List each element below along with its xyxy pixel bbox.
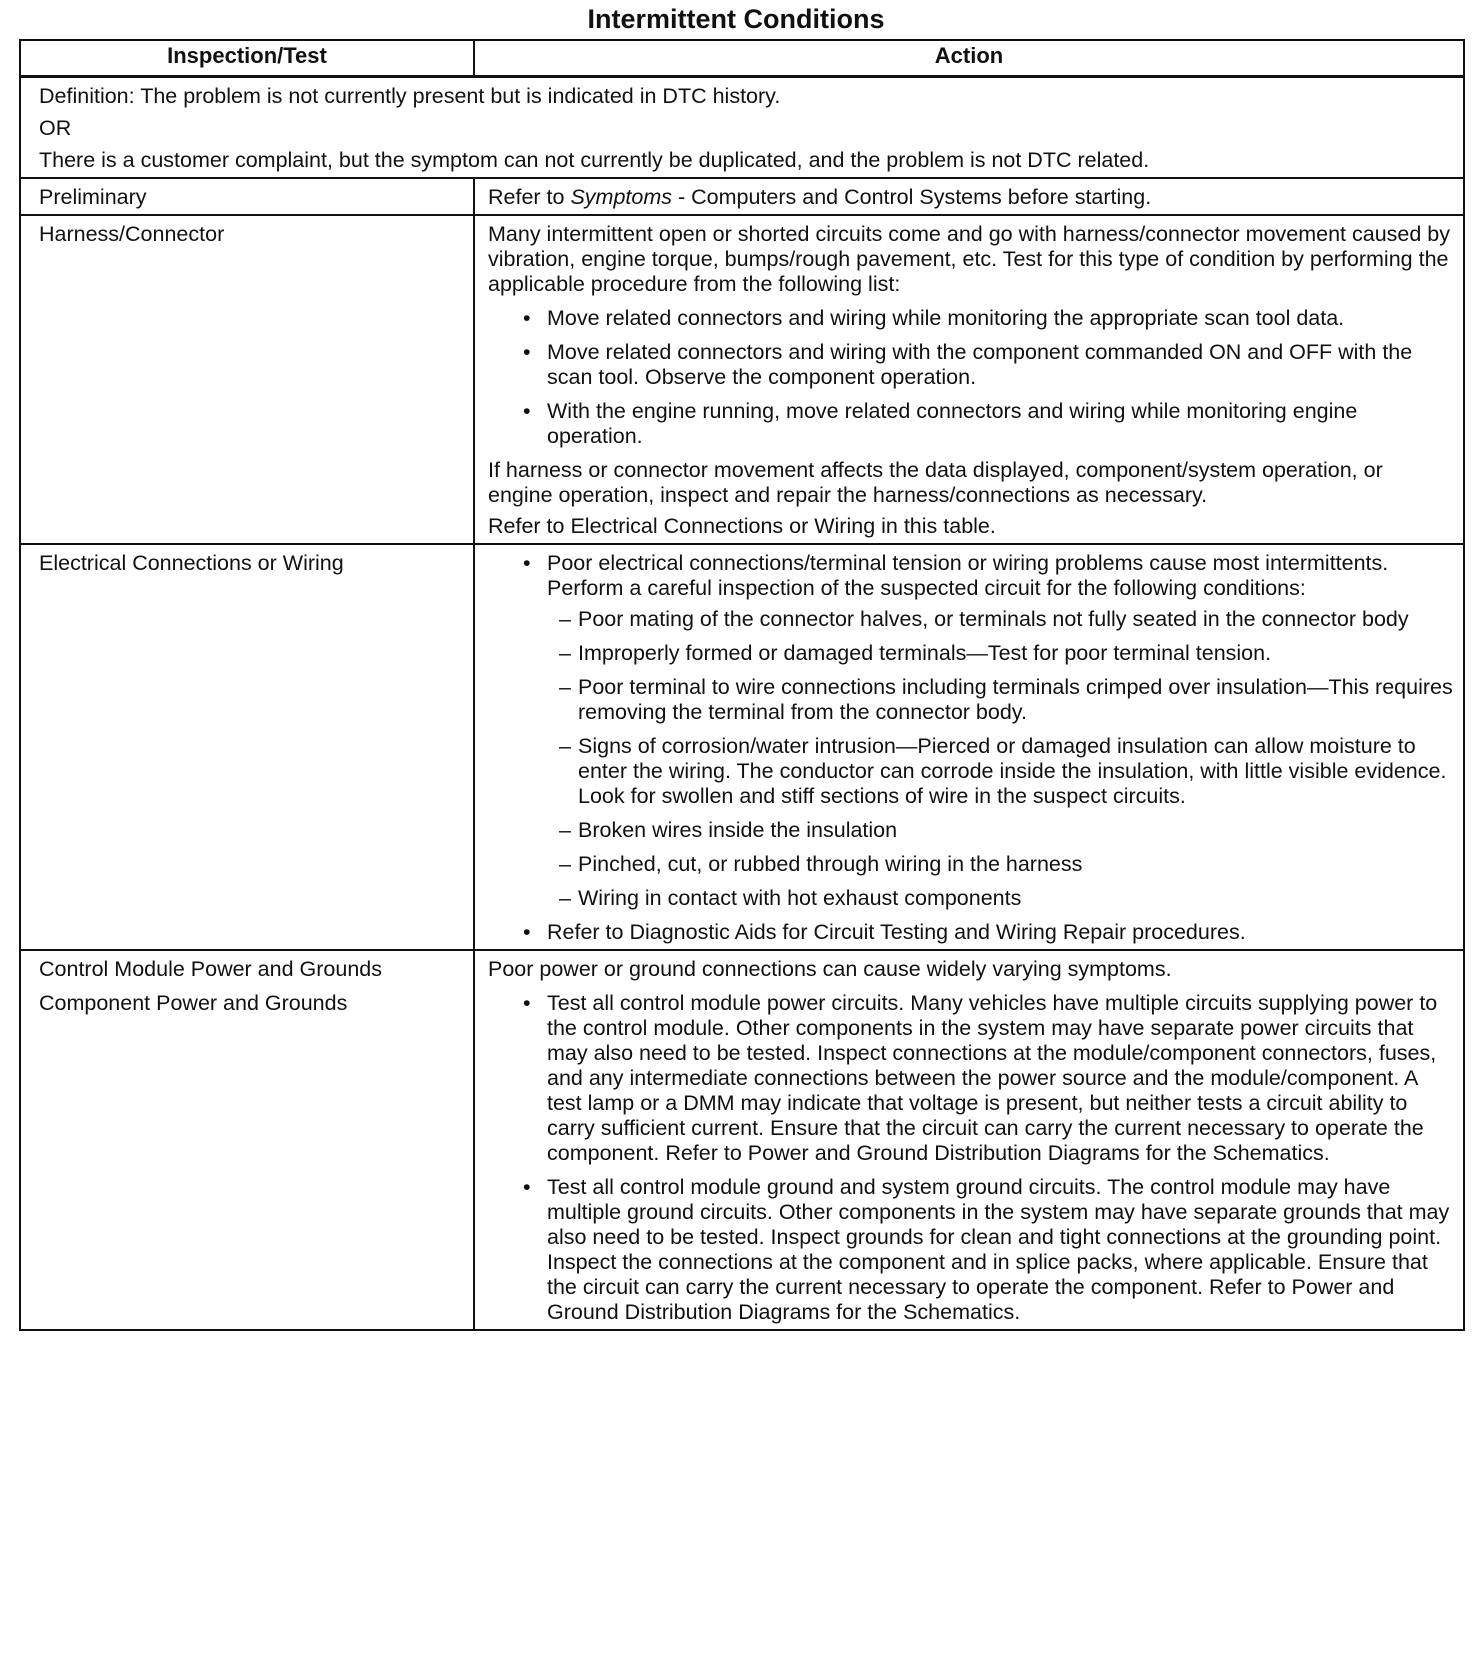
table-row-preliminary	[20, 178, 1464, 215]
list-item: – Broken wires inside the insulation	[559, 818, 1453, 843]
intermittent-conditions-table	[19, 39, 1465, 1331]
table-row-harness	[20, 215, 1464, 544]
list-item: – Pinched, cut, or rubbed through wiring in the harness	[559, 852, 1453, 877]
definition-or: OR	[39, 116, 72, 140]
preliminary-refer-text: Refer to	[488, 185, 571, 209]
list-item: – Improperly formed or damaged terminals—Test for poor terminal tension.	[559, 641, 1453, 666]
power-label-cell	[20, 950, 474, 1330]
definition-row	[20, 77, 1464, 179]
list-item: • Move related connectors and wiring with the component commanded ON and OFF with the scan tool. Observe the component operation.	[523, 340, 1453, 390]
list-item: – Poor terminal to wire connections including terminals crimped over insulation—This requires removing the terminal from the connector body.	[559, 675, 1453, 725]
header-inspection-test: Inspection/Test	[20, 40, 474, 77]
electrical-action	[474, 544, 1464, 950]
header-row	[20, 40, 1464, 77]
harness-label: Harness/Connector	[20, 215, 474, 544]
power-label-control-module: Control Module Power and Grounds	[39, 957, 382, 981]
list-item: • Refer to Diagnostic Aids for Circuit Testing and Wiring Repair procedures.	[523, 920, 1453, 945]
harness-intro: Many intermittent open or shorted circuits come and go with harness/connector movement caused by vibration, engine torque, bumps/rough pavement, etc. Test for this type of condition by performing the applicable procedure from the following list:	[488, 222, 1451, 296]
header-action: Action	[474, 40, 1464, 77]
harness-refer: Refer to Electrical Connections or Wiring in this table.	[488, 514, 996, 538]
preliminary-refer-suffix: - Computers and Control Systems before starting.	[672, 185, 1152, 209]
table-row-power-grounds	[20, 950, 1464, 1330]
power-label-component: Component Power and Grounds	[39, 991, 348, 1015]
list-item: – Signs of corrosion/water intrusion—Pierced or damaged insulation can allow moisture to enter the wiring. The conductor can corrode inside the insulation, with little visible evidence. Look for swollen and stiff sections of wire in the suspect circuits.	[559, 734, 1453, 809]
electrical-bullet-text: Poor electrical connections/terminal tension or wiring problems cause most intermittents. Perform a careful inspection of the suspected circuit for the following conditions:	[547, 551, 1389, 600]
list-item: – Wiring in contact with hot exhaust components	[559, 886, 1453, 911]
preliminary-label: Preliminary	[20, 178, 474, 215]
electrical-label: Electrical Connections or Wiring	[20, 544, 474, 950]
harness-bullet-list	[488, 306, 1453, 449]
electrical-dash-list	[547, 607, 1453, 911]
list-item: • Move related connectors and wiring while monitoring the appropriate scan tool data.	[523, 306, 1453, 331]
power-bullet-list	[488, 991, 1453, 1325]
page-title: Intermittent Conditions	[587, 4, 885, 34]
list-item: • With the engine running, move related connectors and wiring while monitoring engine operation.	[523, 399, 1453, 449]
power-intro: Poor power or ground connections can cause widely varying symptoms.	[488, 957, 1172, 981]
list-item	[523, 551, 1453, 911]
list-item: – Poor mating of the connector halves, or terminals not fully seated in the connector body	[559, 607, 1453, 632]
symptoms-reference: Symptoms	[570, 185, 673, 209]
table-row-electrical	[20, 544, 1464, 950]
definition-line: Definition: The problem is not currently present but is indicated in DTC history.	[39, 84, 781, 108]
definition-cell	[20, 77, 1464, 179]
definition-complaint: There is a customer complaint, but the symptom can not currently be duplicated, and the problem is not DTC related.	[39, 148, 1150, 172]
electrical-bullet-list	[488, 551, 1453, 945]
list-item: • Test all control module ground and system ground circuits. The control module may have multiple ground circuits. Other components in the system may have separate grounds that may also need to be tested. Inspect grounds for clean and tight connections at the grounding point. Inspect the connections at the component and in splice packs, where applicable. Ensure that the circuit can carry the current necessary to operate the component. Refer to Power and Ground Distribution Diagrams for the Schematics.	[523, 1175, 1453, 1325]
harness-action	[474, 215, 1464, 544]
preliminary-action	[474, 178, 1464, 215]
harness-after: If harness or connector movement affects the data displayed, component/system operation, or engine operation, inspect and repair the harness/connections as necessary.	[488, 458, 1383, 507]
list-item: • Test all control module power circuits. Many vehicles have multiple circuits supplying power to the control module. Other components in the system may have separate power circuits that may also need to be tested. Inspect connections at the module/component connectors, fuses, and any intermediate connections between the power source and the module/component. A test lamp or a DMM may indicate that voltage is present, but neither tests a circuit ability to carry sufficient current. Ensure that the circuit can carry the current necessary to operate the component. Refer to Power and Ground Distribution Diagrams for the Schematics.	[523, 991, 1453, 1166]
power-action	[474, 950, 1464, 1330]
